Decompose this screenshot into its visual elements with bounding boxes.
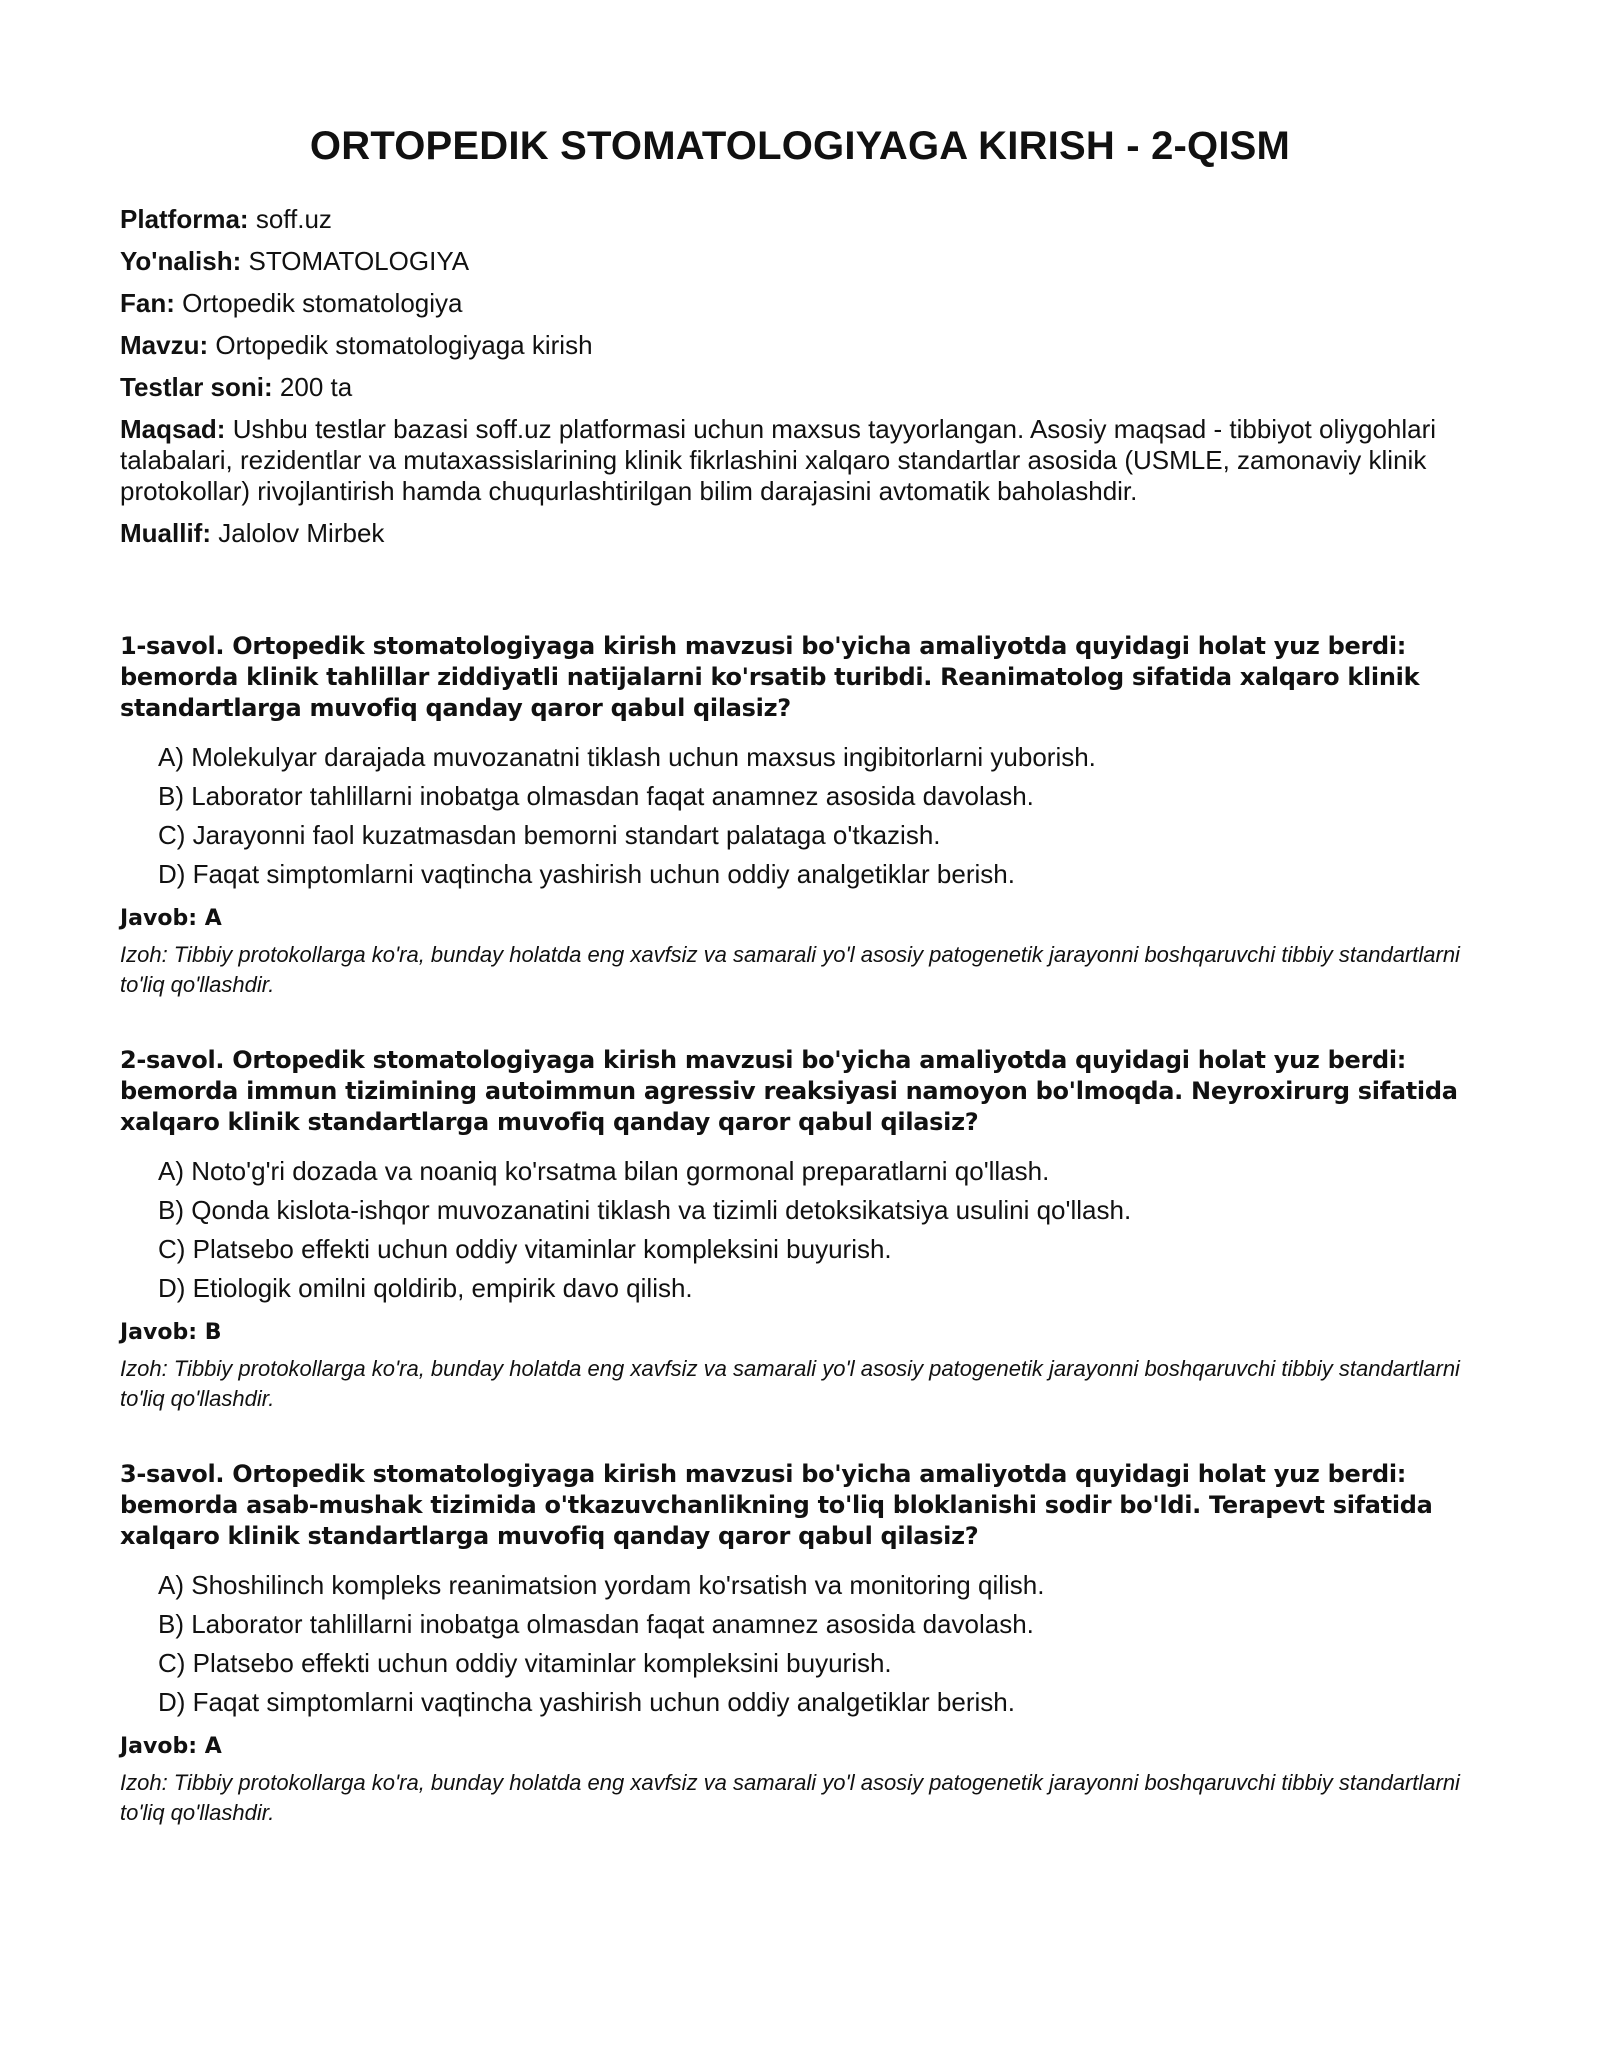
meta-platforma-label: Platforma: xyxy=(120,204,249,234)
meta-yonalish xyxy=(120,246,1480,277)
question-1 xyxy=(120,631,1480,1000)
option-b: B) Qonda kislota-ishqor muvozanatini tiklash va tizimli detoksikatsiya usulini qo'llash. xyxy=(158,1195,1132,1225)
answer-options xyxy=(120,1152,1480,1308)
meta-yonalish-label: Yo'nalish: xyxy=(120,246,242,276)
meta-fan-label: Fan: xyxy=(120,288,175,318)
meta-platforma-value: soff.uz xyxy=(255,204,332,234)
correct-answer: Javob: A xyxy=(120,1734,222,1759)
meta-maqsad-label: Maqsad: xyxy=(120,414,226,444)
option-c: C) Jarayonni faol kuzatmasdan bemorni standart palataga o'tkazish. xyxy=(158,820,941,850)
option-b: B) Laborator tahlillarni inobatga olmasdan faqat anamnez asosida davolash. xyxy=(158,1609,1034,1639)
answer-explanation: Izoh: Tibbiy protokollarga ko'ra, bunday holatda eng xavfsiz va samarali yo'l asosiy patogenetik jarayonni boshqaruvchi tibbiy standartlarni to'liq qo'llashdir. xyxy=(120,1356,1460,1411)
meta-muallif-label: Muallif: xyxy=(120,518,211,548)
questions-list xyxy=(120,631,1480,1828)
metadata-block xyxy=(120,204,1480,549)
meta-fan-value: Ortopedik stomatologiya xyxy=(182,288,463,318)
meta-platforma xyxy=(120,204,1480,235)
correct-answer: Javob: B xyxy=(120,1320,222,1345)
answer-explanation: Izoh: Tibbiy protokollarga ko'ra, bunday holatda eng xavfsiz va samarali yo'l asosiy patogenetik jarayonni boshqaruvchi tibbiy standartlarni to'liq qo'llashdir. xyxy=(120,942,1460,997)
meta-yonalish-value: STOMATOLOGIYA xyxy=(248,246,470,276)
option-a: A) Molekulyar darajada muvozanatni tiklash uchun maxsus ingibitorlarni yuborish. xyxy=(158,742,1096,772)
option-b: B) Laborator tahlillarni inobatga olmasdan faqat anamnez asosida davolash. xyxy=(158,781,1034,811)
meta-mavzu-label: Mavzu: xyxy=(120,330,209,360)
meta-testlar-label: Testlar soni: xyxy=(120,372,273,402)
question-text: 1-savol. Ortopedik stomatologiyaga kirish mavzusi bo'yicha amaliyotda quyidagi holat yuz berdi: bemorda klinik tahlillar ziddiyatli natijalarni ko'rsatib turibdi. Reanimatolog sifatida xalqaro klinik standartlarga muvofiq qanday qaror qabul qilasiz? xyxy=(120,632,1420,722)
meta-muallif xyxy=(120,518,1480,549)
meta-muallif-value: Jalolov Mirbek xyxy=(218,518,385,548)
document-title: ORTOPEDIK STOMATOLOGIYAGA KIRISH - 2-QISM xyxy=(309,124,1291,168)
meta-fan xyxy=(120,288,1480,319)
answer-explanation: Izoh: Tibbiy protokollarga ko'ra, bunday holatda eng xavfsiz va samarali yo'l asosiy patogenetik jarayonni boshqaruvchi tibbiy standartlarni to'liq qo'llashdir. xyxy=(120,1770,1460,1825)
meta-mavzu-value: Ortopedik stomatologiyaga kirish xyxy=(215,330,593,360)
option-d: D) Faqat simptomlarni vaqtincha yashirish uchun oddiy analgetiklar berish. xyxy=(158,1687,1015,1717)
answer-options xyxy=(120,738,1480,894)
answer-options xyxy=(120,1566,1480,1722)
question-2 xyxy=(120,1045,1480,1414)
question-3 xyxy=(120,1459,1480,1828)
meta-testlar xyxy=(120,372,1480,403)
option-d: D) Etiologik omilni qoldirib, empirik davo qilish. xyxy=(158,1273,693,1303)
meta-testlar-value: 200 ta xyxy=(279,372,353,402)
meta-mavzu xyxy=(120,330,1480,361)
option-c: C) Platsebo effekti uchun oddiy vitaminlar kompleksini buyurish. xyxy=(158,1234,892,1264)
meta-maqsad xyxy=(120,414,1480,507)
question-text: 2-savol. Ortopedik stomatologiyaga kirish mavzusi bo'yicha amaliyotda quyidagi holat yuz berdi: bemorda immun tizimining autoimmun agressiv reaksiyasi namoyon bo'lmoqda. Neyroxirurg sifatida xalqaro klinik standartlarga muvofiq qanday qaror qabul qilasiz? xyxy=(120,1046,1458,1136)
option-a: A) Shoshilinch kompleks reanimatsion yordam ko'rsatish va monitoring qilish. xyxy=(158,1570,1045,1600)
option-c: C) Platsebo effekti uchun oddiy vitaminlar kompleksini buyurish. xyxy=(158,1648,892,1678)
meta-maqsad-value: Ushbu testlar bazasi soff.uz platformasi uchun maxsus tayyorlangan. Asosiy maqsad - tibbiyot oliygohlari talabalari, rezidentlar va mutaxassislarining klinik fikrlashini xalqaro standartlar asosida (USMLE, zamonaviy klinik protokollar) rivojlantirish hamda chuqurlashtirilgan bilim darajasini avtomatik baholashdir. xyxy=(120,414,1437,506)
option-d: D) Faqat simptomlarni vaqtincha yashirish uchun oddiy analgetiklar berish. xyxy=(158,859,1015,889)
option-a: A) Noto'g'ri dozada va noaniq ko'rsatma bilan gormonal preparatlarni qo'llash. xyxy=(158,1156,1050,1186)
question-text: 3-savol. Ortopedik stomatologiyaga kirish mavzusi bo'yicha amaliyotda quyidagi holat yuz berdi: bemorda asab-mushak tizimida o'tkazuvchanlikning to'liq bloklanishi sodir bo'ldi. Terapevt sifatida xalqaro klinik standartlarga muvofiq qanday qaror qabul qilasiz? xyxy=(120,1460,1433,1550)
correct-answer: Javob: A xyxy=(120,906,222,931)
